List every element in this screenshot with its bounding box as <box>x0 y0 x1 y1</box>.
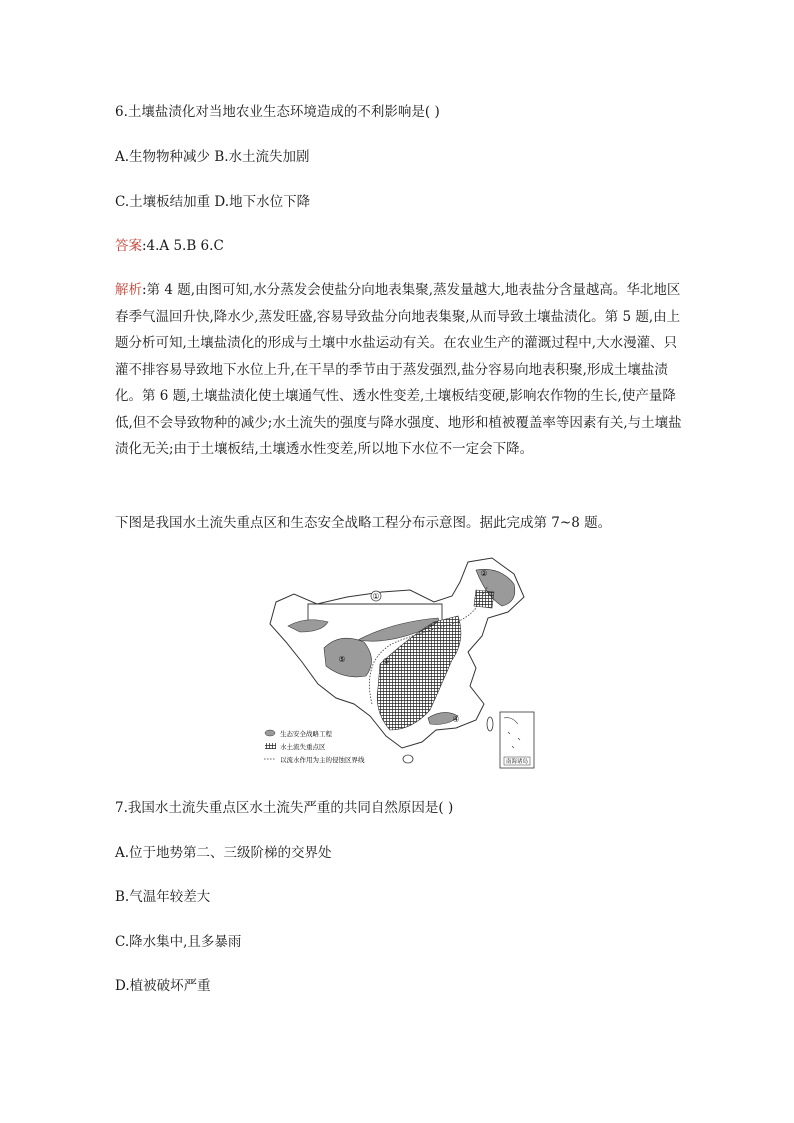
inset-label: 南海诸岛 <box>505 759 529 765</box>
taiwan-island <box>487 717 493 731</box>
q6-options-cd: C.土壤板结加重 D.地下水位下降 <box>115 194 311 210</box>
q7-option-a: A.位于地势第二、三级阶梯的交界处 <box>115 845 332 861</box>
map-marker-5: ⑤ <box>338 655 346 664</box>
q6-stem: 6.土壤盐渍化对当地农业生态环境造成的不利影响是( ) <box>115 104 440 120</box>
map-marker-3: ③ <box>382 657 390 666</box>
analysis-paragraph <box>115 277 685 463</box>
answer-line <box>115 236 224 256</box>
soil-erosion-map <box>262 552 536 772</box>
answer-text: :4.A 5.B 6.C <box>142 238 224 254</box>
analysis-text: :第 4 题,由图可知,水分蒸发会使盐分向地表集聚,蒸发量越大,地表盐分含量越高。华北地区春季气温回升快,降水少,蒸发旺盛,容易导致盐分向地表集聚,从而导致土壤盐渍化。第 5 题,由上题分析可知,土壤盐渍化的形成与土壤中水盐运动有关。在农业生产的灌溉过程中,大水漫灌、只灌不排容易导致地下水位上升,在干旱的季节由于蒸发强烈,盐分容易向地表积聚,形成土壤盐渍化。第 6 题,土壤盐渍化使土壤通气性、透水性变差,土壤板结变硬,影响农作物的生长,使产量降低,但不会导致物种的减少;水土流失的强度与降水强度、地形和植被覆盖率等因素有关,与土壤盐渍化无关;由于土壤板结,土壤透水性变差,所以地下水位不一定会下降。 <box>115 282 682 457</box>
q7-option-b: B.气温年较差大 <box>115 889 211 905</box>
legend-eco-label: 生态安全战略工程 <box>280 730 332 738</box>
map-marker-1: ① <box>372 592 380 601</box>
q7-stem: 7.我国水土流失重点区水土流失严重的共同自然原因是( ) <box>115 800 454 816</box>
legend-eco-swatch <box>265 730 275 736</box>
q7-option-d: D.植被破坏严重 <box>115 978 211 994</box>
map-marker-4: ④ <box>452 715 460 724</box>
answer-label: 答案 <box>115 238 142 254</box>
legend-soil-swatch <box>265 743 276 749</box>
hainan-island <box>403 755 413 763</box>
map-marker-2: ② <box>480 569 488 578</box>
legend-line-label: 以流水作用为主的侵蚀区界线 <box>280 756 365 764</box>
q6-options-ab: A.生物物种减少 B.水土流失加剧 <box>115 149 310 165</box>
legend-soil-label: 水土流失重点区 <box>280 743 326 751</box>
analysis-label: 解析 <box>115 282 142 298</box>
q7-option-c: C.降水集中,且多暴雨 <box>115 934 242 950</box>
figure-intro: 下图是我国水土流失重点区和生态安全战略工程分布示意图。据此完成第 7~8 题。 <box>115 515 612 531</box>
